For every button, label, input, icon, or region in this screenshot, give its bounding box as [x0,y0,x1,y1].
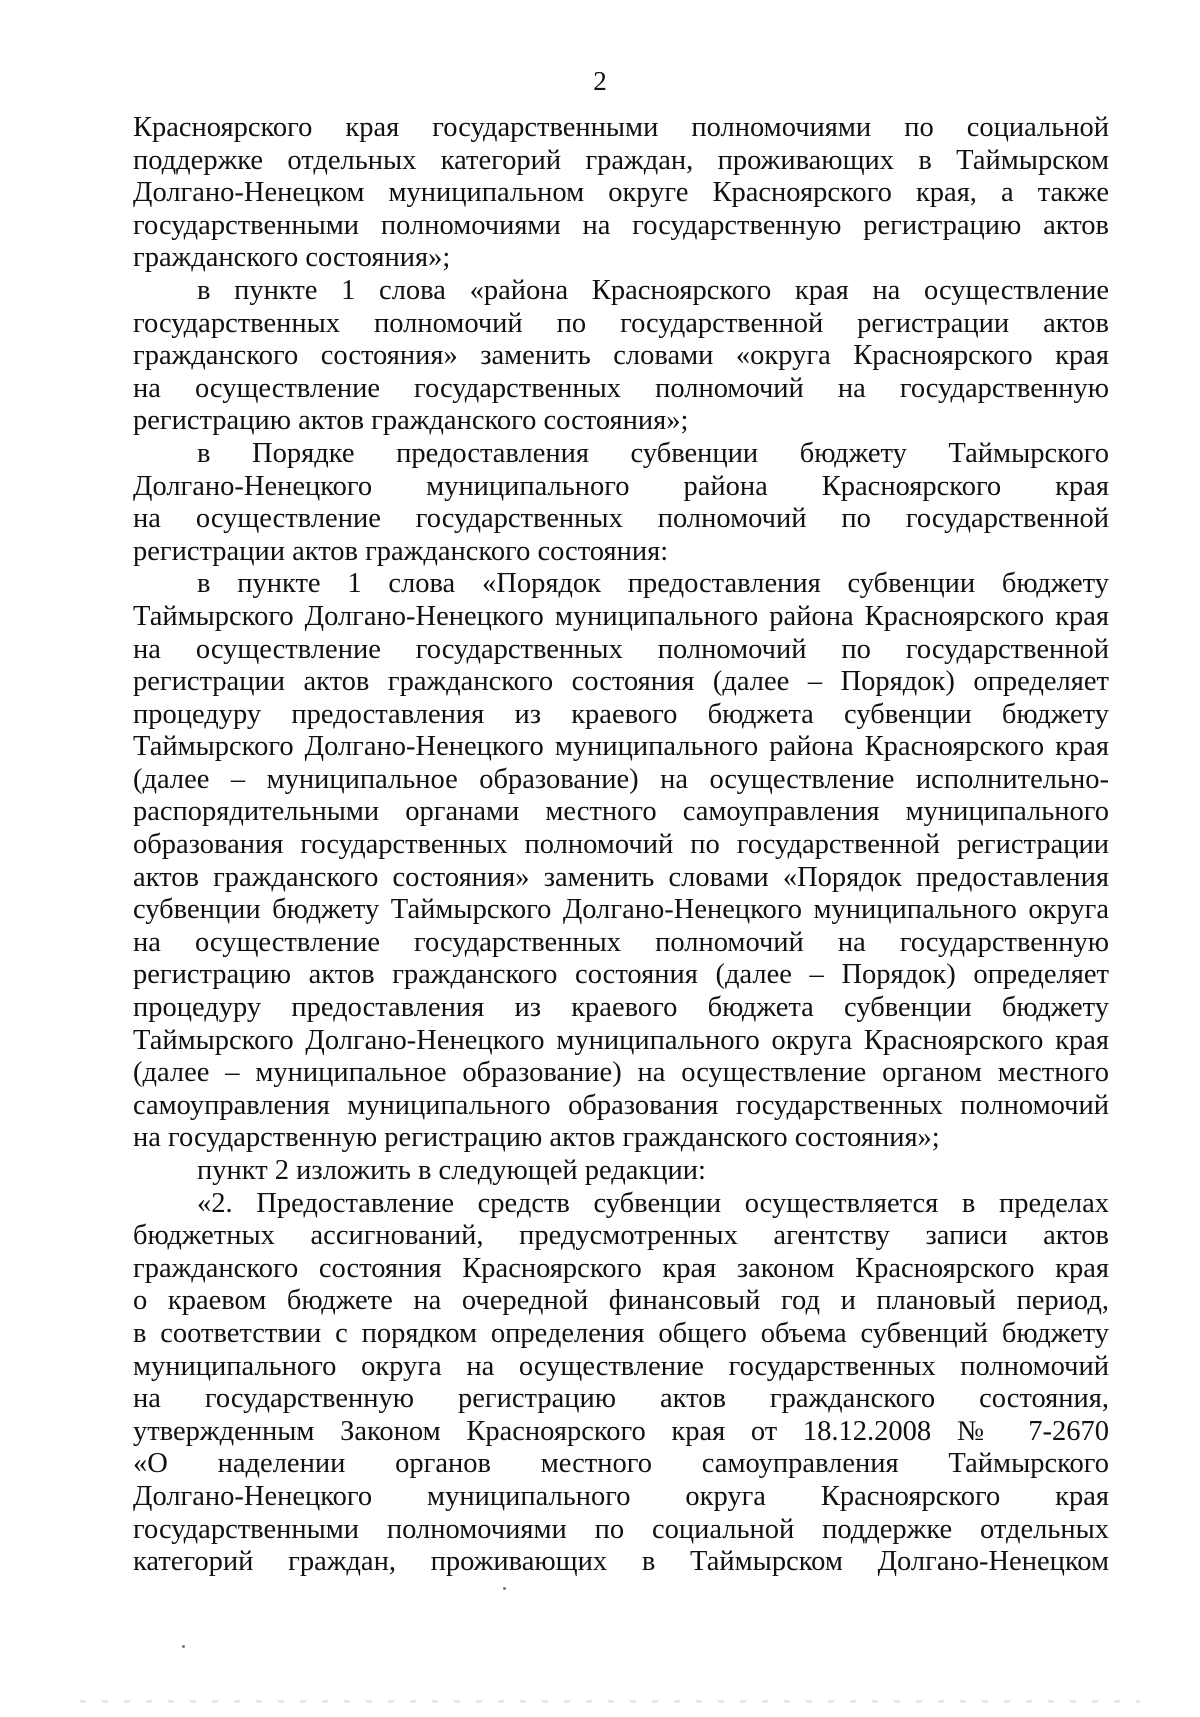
text-line: Красноярского края государственными полномочиями по социальной [133,112,1109,143]
text-line: (далее – муниципальное образование) на осуществление органом местного [133,1057,1109,1089]
text-line: актов гражданского состояния» заменить словами «Порядок предоставления [133,861,1109,893]
text-line: «О наделении органов местного самоуправления Таймырского [133,1448,1109,1480]
text-line: Долгано-Ненецкого муниципального района Красноярского края [133,470,1109,502]
text-line: регистрацию актов гражданского состояния (далее – Порядок) определяет [133,959,1109,991]
scan-edge-artifact [80,1700,1140,1703]
text-line: субвенции бюджету Таймырского Долгано-Ненецкого муниципального округа [133,894,1109,926]
page-number: 2 [593,66,607,96]
text-line: государственными полномочиями по социальной поддержке отдельных [133,1513,1109,1545]
text-line: (далее – муниципальное образование) на осуществление исполнительно- [133,763,1109,795]
text-line: распорядительными органами местного самоуправления муниципального [133,796,1109,828]
text-line: в пункте 1 слова «Порядок предоставления субвенции бюджету [197,568,1109,600]
text-line: регистрации актов гражданского состояния (далее – Порядок) определяет [133,666,1109,698]
text-line: «2. Предоставление средств субвенции осуществляется в пределах [197,1187,1109,1219]
text-line: категорий граждан, проживающих в Таймырском Долгано-Ненецком [133,1546,1109,1578]
text-line: гражданского состояния Красноярского края законом Красноярского края [133,1252,1109,1284]
text-line: в Порядке предоставления субвенции бюджету Таймырского [197,437,1109,469]
text-line: Таймырского Долгано-Ненецкого муниципального района Красноярского края [133,600,1109,632]
text-line: утвержденным Законом Красноярского края от 18.12.2008 № 7-2670 [133,1415,1109,1447]
text-line: на осуществление государственных полномочий по государственной [133,503,1109,535]
text-line: на осуществление государственных полномочий на государственную [133,926,1109,958]
text-line: Долгано-Ненецком муниципальном округе Красноярского края, а также [133,177,1109,209]
text-line: поддержке отдельных категорий граждан, проживающих в Таймырском [133,144,1109,176]
text-line: муниципального округа на осуществление государственных полномочий [133,1350,1109,1382]
text-line: бюджетных ассигнований, предусмотренных агентству записи актов [133,1220,1109,1252]
text-line: процедуру предоставления из краевого бюджета субвенции бюджету [133,992,1109,1024]
text-line: Долгано-Ненецкого муниципального округа Красноярского края [133,1480,1109,1512]
text-line: на государственную регистрацию актов гражданского состояния, [133,1383,1109,1415]
text-line: гражданского состояния»; [133,242,451,274]
text-line: в пункте 1 слова «района Красноярского края на осуществление [197,274,1109,306]
scan-speck [182,1645,185,1648]
document-body [133,112,1109,1579]
text-line: о краевом бюджете на очередной финансовый год и плановый период, [133,1285,1109,1317]
text-line: регистрации актов гражданского состояния: [133,535,669,567]
text-line: Таймырского Долгано-Ненецкого муниципального округа Красноярского края [133,1024,1109,1056]
text-line: пункт 2 изложить в следующей редакции: [197,1155,706,1186]
text-line: гражданского состояния» заменить словами «округа Красноярского края [133,340,1109,372]
text-line: образования государственных полномочий по государственной регистрации [133,829,1109,861]
text-line: самоуправления муниципального образования государственных полномочий [133,1089,1109,1121]
text-line: регистрацию актов гражданского состояния»; [133,405,689,437]
scan-speck [503,1587,506,1590]
text-line: на государственную регистрацию актов гражданского состояния»; [133,1122,940,1154]
text-line: на осуществление государственных полномочий на государственную [133,372,1109,404]
text-line: государственных полномочий по государственной регистрации актов [133,307,1109,339]
text-line: в соответствии с порядком определения общего объема субвенций бюджету [133,1317,1109,1349]
text-line: государственными полномочиями на государственную регистрацию актов [133,209,1109,241]
text-line: процедуру предоставления из краевого бюджета субвенции бюджету [133,698,1109,730]
text-line: Таймырского Долгано-Ненецкого муниципального района Красноярского края [133,731,1109,763]
text-line: на осуществление государственных полномочий по государственной [133,633,1109,665]
